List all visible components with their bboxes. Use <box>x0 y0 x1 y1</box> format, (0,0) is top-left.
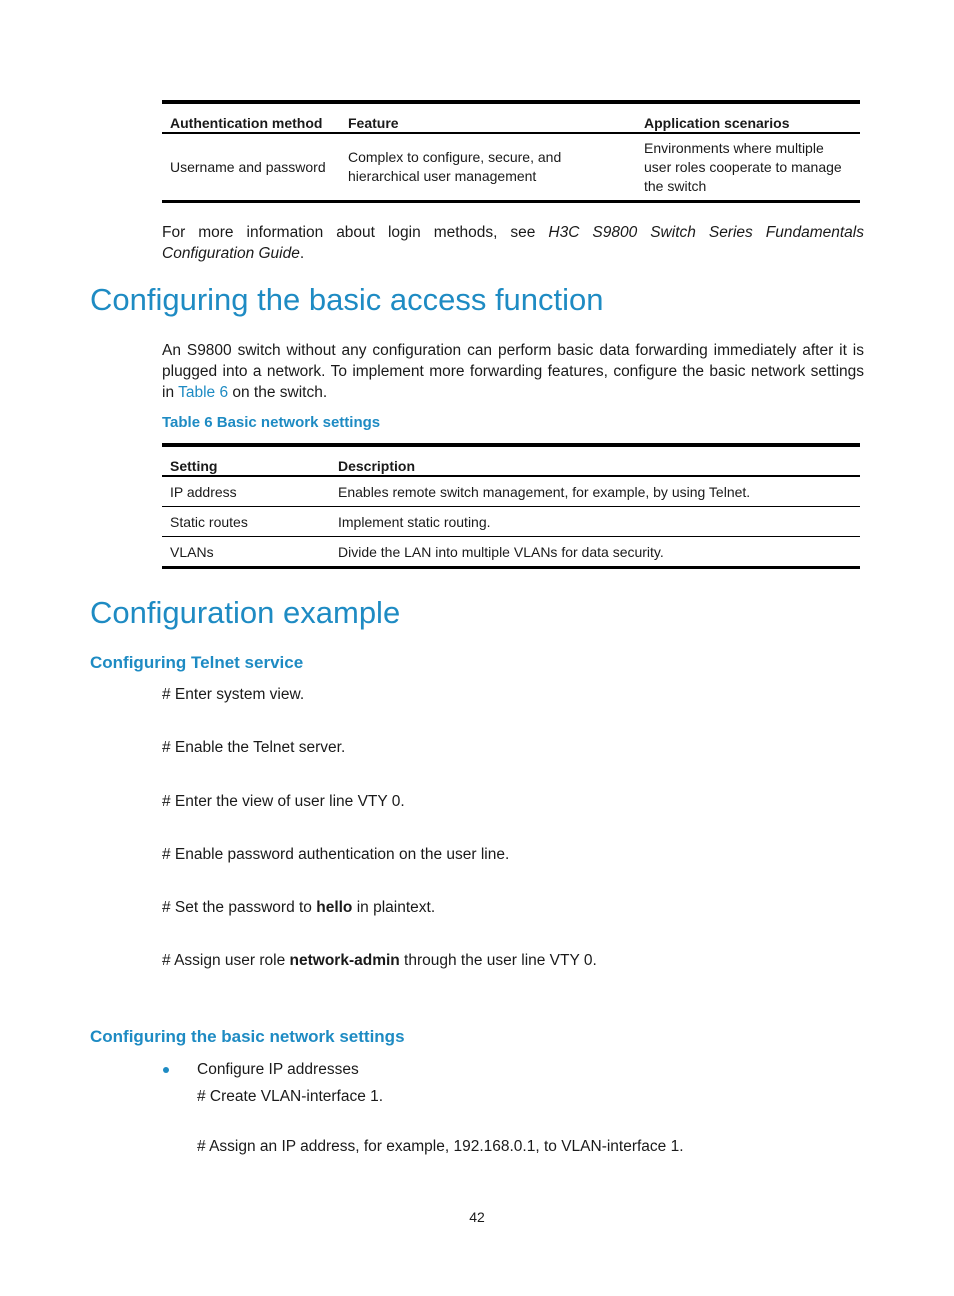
table-cell: Divide the LAN into multiple VLANs for data security. <box>338 543 664 560</box>
subsection-title-telnet: Configuring Telnet service <box>90 653 304 672</box>
step-set-password <box>162 899 435 917</box>
table-caption: Table 6 Basic network settings <box>162 414 381 431</box>
password-value: hello <box>316 899 353 916</box>
table-cell: IP address <box>162 476 330 507</box>
table-cell: Enables remote switch management, for example, by using Telnet. <box>330 476 860 507</box>
table-header-row <box>162 102 860 133</box>
step-text: # Create VLAN-interface 1. <box>197 1088 384 1105</box>
page-number: 42 <box>469 1209 485 1225</box>
step-text: # Enter the view of user line VTY 0. <box>162 793 405 810</box>
basic-network-settings-table <box>162 443 860 569</box>
table-cell: Implement static routing. <box>330 507 860 537</box>
table-header-cell: Authentication method <box>162 102 340 133</box>
bullet-item: Configure IP addresses <box>197 1061 359 1078</box>
note-prefix: For more information about login methods, see <box>162 224 549 241</box>
step-text: # Enable the Telnet server. <box>162 739 346 756</box>
table-cell: VLANs <box>170 543 214 560</box>
subsection-title-network-settings: Configuring the basic network settings <box>90 1027 405 1046</box>
note-suffix: . <box>299 245 305 262</box>
table-row <box>162 133 860 202</box>
step-assign-role <box>162 952 597 970</box>
step-text: # Assign user role <box>162 952 290 969</box>
step-text: # Enter system view. <box>162 686 305 703</box>
table-cell: Environments where multiple user roles cooperate to manage the switch <box>644 139 842 194</box>
bullet-icon <box>163 1067 169 1073</box>
step-text: # Set the password to <box>162 899 317 916</box>
step-text: # Assign an IP address, for example, 192.168.0.1, to VLAN-interface 1. <box>197 1138 684 1155</box>
table-cell: Static routes <box>162 507 330 537</box>
table-row <box>162 476 860 507</box>
table-cell: Username and password <box>170 158 326 175</box>
table-header-cell: Description <box>330 445 860 476</box>
section-title-config-example: Configuration example <box>90 595 401 630</box>
table-header-cell: Application scenarios <box>636 102 860 133</box>
table-6-link[interactable]: Table 6 <box>178 384 229 401</box>
table-row <box>162 537 860 568</box>
table-row <box>162 507 860 537</box>
paragraph-text: on the switch. <box>228 384 328 401</box>
login-methods-note <box>162 222 864 264</box>
step-text: in plaintext. <box>352 899 436 916</box>
basic-access-paragraph <box>162 340 864 403</box>
guide-reference: H3C S9800 Switch Series Fundamentals Configuration Guide <box>162 224 864 262</box>
table-cell: Complex to configure, secure, and hierarchical user management <box>348 149 562 184</box>
step-text: # Enable password authentication on the user line. <box>162 846 510 863</box>
paragraph-text: An S9800 switch without any configuration can perform basic data forwarding immediately after it is plugged into a network. To implement more forwarding features, configure the basic network settings in <box>162 342 864 401</box>
table-header-row <box>162 445 860 476</box>
auth-methods-table <box>162 100 860 203</box>
step-text: through the user line VTY 0. <box>399 952 597 969</box>
section-title-basic-access: Configuring the basic access function <box>90 282 604 317</box>
table-header-cell: Feature <box>340 102 636 133</box>
table-header-cell: Setting <box>162 445 330 476</box>
role-value: network-admin <box>289 952 400 969</box>
